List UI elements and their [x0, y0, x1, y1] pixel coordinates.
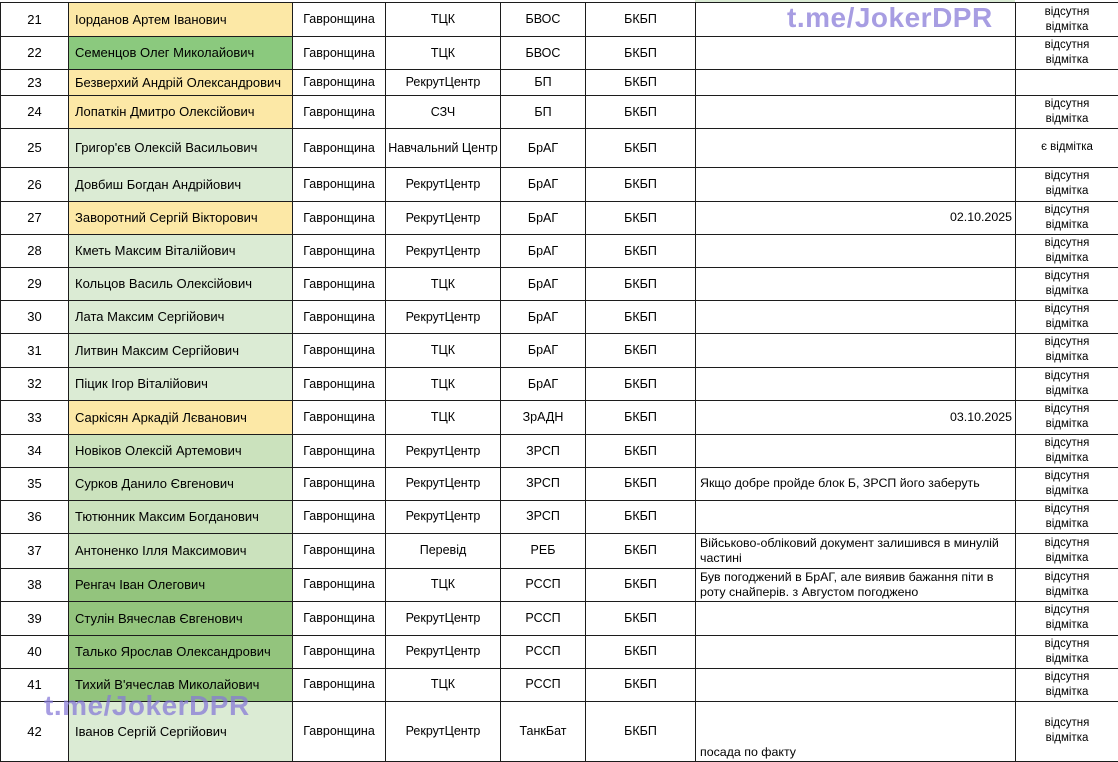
cell-unit[interactable]: БрАГ [501, 167, 586, 201]
cell-name[interactable]: Талько Ярослав Олександрович [69, 635, 293, 668]
cell-mark[interactable]: відсутня відмітка [1016, 167, 1118, 201]
cell-comment[interactable] [696, 95, 1016, 128]
cell-source[interactable]: РекрутЦентр [386, 701, 501, 761]
cell-row-number[interactable]: 28 [1, 234, 69, 267]
cell-unit[interactable]: ТанкБат [501, 701, 586, 761]
table-row [1, 500, 1118, 533]
cell-unit[interactable]: РССП [501, 668, 586, 701]
cell-block[interactable]: БКБП [586, 201, 696, 234]
cell-source[interactable]: РекрутЦентр [386, 69, 501, 95]
cell-name[interactable]: Антоненко Ілля Максимович [69, 533, 293, 568]
comment-text: Якщо добре пройде блок Б, ЗРСП його заберуть [700, 476, 980, 491]
watermark-bottom: t.me/JokerDPR [44, 690, 250, 722]
cell-block[interactable]: БКБП [586, 69, 696, 95]
cell-mark[interactable]: відсутня відмітка [1016, 300, 1118, 333]
cell-settlement[interactable]: Гавронщина [293, 128, 386, 167]
cell-source[interactable]: РекрутЦентр [386, 601, 501, 635]
cell-name[interactable]: Сурков Данило Євгенович [69, 467, 293, 500]
cell-unit[interactable]: БрАГ [501, 234, 586, 267]
cell-block[interactable]: БКБП [586, 3, 696, 37]
table-row [1, 400, 1118, 434]
cell-mark[interactable]: відсутня відмітка [1016, 201, 1118, 234]
cell-block[interactable]: БКБП [586, 601, 696, 635]
cell-row-number[interactable]: 29 [1, 267, 69, 300]
cell-source[interactable]: СЗЧ [386, 95, 501, 128]
table-row [1, 367, 1118, 400]
cell-source[interactable]: Навчальний Центр [386, 128, 501, 167]
cell-block[interactable]: БКБП [586, 533, 696, 568]
cell-row-number[interactable]: 31 [1, 333, 69, 367]
cell-comment[interactable] [696, 128, 1016, 167]
cell-name[interactable]: Лопаткін Дмитро Олексійович [69, 95, 293, 128]
cell-name[interactable]: Тютюнник Максим Богданович [69, 500, 293, 533]
cell-source[interactable]: РекрутЦентр [386, 635, 501, 668]
cell-block[interactable]: БКБП [586, 434, 696, 467]
cell-name[interactable]: Семенцов Олег Миколайович [69, 37, 293, 70]
table-row [1, 568, 1118, 601]
cell-settlement[interactable]: Гавронщина [293, 668, 386, 701]
cell-block[interactable]: БКБП [586, 234, 696, 267]
cell-row-number[interactable]: 41 [1, 668, 69, 701]
table-row [1, 267, 1118, 300]
cell-mark[interactable]: є відмітка [1016, 128, 1118, 167]
table-row [1, 467, 1118, 500]
cell-source[interactable]: ТЦК [386, 37, 501, 70]
comment-text: посада по факту [700, 745, 796, 760]
cell-row-number[interactable]: 42 [1, 701, 69, 761]
cell-comment[interactable] [696, 333, 1016, 367]
cell-block[interactable]: БКБП [586, 568, 696, 601]
cell-name[interactable]: Литвин Максим Сергійович [69, 333, 293, 367]
date-text: 02.10.2025 [950, 210, 1012, 225]
watermark-top: t.me/JokerDPR [787, 2, 993, 34]
cell-settlement[interactable]: Гавронщина [293, 300, 386, 333]
cell-row-number[interactable]: 39 [1, 601, 69, 635]
cell-unit[interactable]: БП [501, 95, 586, 128]
cell-comment[interactable] [696, 300, 1016, 333]
cell-block[interactable]: БКБП [586, 701, 696, 761]
table-row [1, 701, 1118, 761]
cell-name[interactable]: Заворотний Сергій Вікторович [69, 201, 293, 234]
cell-name[interactable]: Стулін Вячеслав Євгенович [69, 601, 293, 635]
cell-row-number[interactable]: 21 [1, 3, 69, 37]
table-row [1, 234, 1118, 267]
cell-settlement[interactable]: Гавронщина [293, 635, 386, 668]
cell-settlement[interactable]: Гавронщина [293, 3, 386, 37]
cell-name[interactable]: Іванов Сергій Сергійович [69, 701, 293, 761]
cell-name[interactable]: Новіков Олексій Артемович [69, 434, 293, 467]
cell-mark[interactable] [1016, 69, 1118, 95]
table-row [1, 533, 1118, 568]
table-row [1, 128, 1118, 167]
cell-source[interactable]: Перевід [386, 533, 501, 568]
cell-comment[interactable] [696, 37, 1016, 70]
cell-unit[interactable]: БрАГ [501, 267, 586, 300]
cell-name[interactable]: Іорданов Артем Іванович [69, 3, 293, 37]
cell-comment[interactable] [696, 400, 1016, 434]
cell-source[interactable]: ТЦК [386, 267, 501, 300]
cell-unit[interactable]: ЗРСП [501, 467, 586, 500]
personnel-table [0, 2, 1118, 762]
cell-source[interactable]: ТЦК [386, 568, 501, 601]
cell-row-number[interactable]: 32 [1, 367, 69, 400]
table-row [1, 69, 1118, 95]
cell-source[interactable]: РекрутЦентр [386, 300, 501, 333]
table-row [1, 601, 1118, 635]
cell-unit[interactable]: БрАГ [501, 201, 586, 234]
cell-name[interactable]: Ренгач Іван Олегович [69, 568, 293, 601]
cell-settlement[interactable]: Гавронщина [293, 467, 386, 500]
cell-comment[interactable] [696, 434, 1016, 467]
cell-settlement[interactable]: Гавронщина [293, 234, 386, 267]
cell-comment[interactable] [696, 601, 1016, 635]
cell-unit[interactable]: РССП [501, 635, 586, 668]
cell-name[interactable]: Григор'єв Олексій Васильович [69, 128, 293, 167]
cell-mark[interactable]: відсутня відмітка [1016, 234, 1118, 267]
cell-mark[interactable]: відсутня відмітка [1016, 568, 1118, 601]
cell-mark[interactable]: відсутня відмітка [1016, 500, 1118, 533]
cell-settlement[interactable]: Гавронщина [293, 400, 386, 434]
cell-comment[interactable] [696, 267, 1016, 300]
cell-mark[interactable]: відсутня відмітка [1016, 333, 1118, 367]
cell-block[interactable]: БКБП [586, 37, 696, 70]
cell-settlement[interactable]: Гавронщина [293, 37, 386, 70]
cell-row-number[interactable]: 33 [1, 400, 69, 434]
cell-block[interactable]: БКБП [586, 467, 696, 500]
cell-name[interactable]: Безверхий Андрій Олександрович [69, 69, 293, 95]
cell-unit[interactable]: БрАГ [501, 367, 586, 400]
cell-name[interactable]: Саркісян Аркадій Лєванович [69, 400, 293, 434]
table-row [1, 333, 1118, 367]
cell-block[interactable]: БКБП [586, 128, 696, 167]
table-row [1, 3, 1118, 37]
cell-settlement[interactable]: Гавронщина [293, 367, 386, 400]
cell-mark[interactable]: відсутня відмітка [1016, 601, 1118, 635]
cell-source[interactable]: ТЦК [386, 400, 501, 434]
date-text: 03.10.2025 [950, 410, 1012, 425]
cell-comment[interactable] [696, 701, 1016, 761]
comment-text: Був погоджений в БрАГ, але виявив бажання піти в роту снайперів. з Августом погоджено [700, 570, 1012, 600]
cell-mark[interactable]: відсутня відмітка [1016, 37, 1118, 70]
cell-block[interactable]: БКБП [586, 95, 696, 128]
cell-mark[interactable]: відсутня відмітка [1016, 668, 1118, 701]
cell-row-number[interactable]: 27 [1, 201, 69, 234]
cell-source[interactable]: РекрутЦентр [386, 467, 501, 500]
cell-mark[interactable]: відсутня відмітка [1016, 434, 1118, 467]
cell-block[interactable]: БКБП [586, 668, 696, 701]
cell-row-number[interactable]: 26 [1, 167, 69, 201]
cell-unit[interactable]: БрАГ [501, 300, 586, 333]
cell-settlement[interactable]: Гавронщина [293, 568, 386, 601]
cell-name[interactable]: Тихий В'ячеслав Миколайович [69, 668, 293, 701]
cell-settlement[interactable]: Гавронщина [293, 267, 386, 300]
cell-name[interactable]: Кольцов Василь Олексійович [69, 267, 293, 300]
cell-settlement[interactable]: Гавронщина [293, 601, 386, 635]
cell-comment[interactable] [696, 69, 1016, 95]
cell-unit[interactable]: БП [501, 69, 586, 95]
cell-row-number[interactable]: 38 [1, 568, 69, 601]
cell-comment[interactable] [696, 668, 1016, 701]
cell-block[interactable]: БКБП [586, 500, 696, 533]
cell-comment[interactable] [696, 533, 1016, 568]
cell-mark[interactable]: відсутня відмітка [1016, 701, 1118, 761]
cell-source[interactable]: РекрутЦентр [386, 500, 501, 533]
cell-source[interactable]: ТЦК [386, 3, 501, 37]
cell-row-number[interactable]: 23 [1, 69, 69, 95]
table-row [1, 434, 1118, 467]
cell-source[interactable]: РекрутЦентр [386, 434, 501, 467]
cell-unit[interactable]: РССП [501, 601, 586, 635]
cell-mark[interactable]: відсутня відмітка [1016, 367, 1118, 400]
cell-name[interactable]: Піцик Ігор Віталійович [69, 367, 293, 400]
cell-name[interactable]: Довбиш Богдан Андрійович [69, 167, 293, 201]
cell-block[interactable]: БКБП [586, 400, 696, 434]
cell-mark[interactable]: відсутня відмітка [1016, 3, 1118, 37]
cell-mark[interactable]: відсутня відмітка [1016, 467, 1118, 500]
cell-block[interactable]: БКБП [586, 367, 696, 400]
cell-settlement[interactable]: Гавронщина [293, 201, 386, 234]
cell-mark[interactable]: відсутня відмітка [1016, 95, 1118, 128]
cell-settlement[interactable]: Гавронщина [293, 69, 386, 95]
cell-block[interactable]: БКБП [586, 267, 696, 300]
table-body [1, 3, 1118, 762]
cell-unit[interactable]: ЗрАДН [501, 400, 586, 434]
cell-row-number[interactable]: 34 [1, 434, 69, 467]
table-row [1, 668, 1118, 701]
table-row [1, 37, 1118, 70]
cell-name[interactable]: Лата Максим Сергійович [69, 300, 293, 333]
cell-unit[interactable]: БрАГ [501, 128, 586, 167]
cell-source[interactable]: ТЦК [386, 367, 501, 400]
cell-settlement[interactable]: Гавронщина [293, 533, 386, 568]
cell-block[interactable]: БКБП [586, 635, 696, 668]
cell-row-number[interactable]: 40 [1, 635, 69, 668]
cell-row-number[interactable]: 36 [1, 500, 69, 533]
cell-block[interactable]: БКБП [586, 167, 696, 201]
cell-mark[interactable]: відсутня відмітка [1016, 635, 1118, 668]
cell-row-number[interactable]: 37 [1, 533, 69, 568]
cell-unit[interactable]: БВОС [501, 37, 586, 70]
cell-source[interactable]: РекрутЦентр [386, 167, 501, 201]
cell-mark[interactable]: відсутня відмітка [1016, 267, 1118, 300]
table-row [1, 167, 1118, 201]
cell-source[interactable]: РекрутЦентр [386, 234, 501, 267]
cell-comment[interactable] [696, 568, 1016, 601]
cell-unit[interactable]: БВОС [501, 3, 586, 37]
cell-comment[interactable] [696, 467, 1016, 500]
cell-unit[interactable]: ЗРСП [501, 434, 586, 467]
cell-mark[interactable]: відсутня відмітка [1016, 400, 1118, 434]
cell-unit[interactable]: БрАГ [501, 333, 586, 367]
table-row [1, 95, 1118, 128]
cell-settlement[interactable]: Гавронщина [293, 701, 386, 761]
cell-unit[interactable]: РССП [501, 568, 586, 601]
cell-comment[interactable] [696, 635, 1016, 668]
cell-settlement[interactable]: Гавронщина [293, 333, 386, 367]
cell-row-number[interactable]: 35 [1, 467, 69, 500]
cell-source[interactable]: ТЦК [386, 668, 501, 701]
cell-settlement[interactable]: Гавронщина [293, 500, 386, 533]
cell-settlement[interactable]: Гавронщина [293, 167, 386, 201]
cell-source[interactable]: РекрутЦентр [386, 201, 501, 234]
comment-text: Військово-обліковий документ залишився в минулій частині [700, 536, 1012, 566]
cell-comment[interactable] [696, 167, 1016, 201]
cell-unit[interactable]: РЕБ [501, 533, 586, 568]
cell-mark[interactable]: відсутня відмітка [1016, 533, 1118, 568]
cell-unit[interactable]: ЗРСП [501, 500, 586, 533]
cell-comment[interactable] [696, 234, 1016, 267]
cell-settlement[interactable]: Гавронщина [293, 95, 386, 128]
cell-block[interactable]: БКБП [586, 333, 696, 367]
cell-comment[interactable] [696, 500, 1016, 533]
cell-row-number[interactable]: 22 [1, 37, 69, 70]
cell-settlement[interactable]: Гавронщина [293, 434, 386, 467]
cell-comment[interactable] [696, 201, 1016, 234]
cell-name[interactable]: Кметь Максим Віталійович [69, 234, 293, 267]
table-row [1, 300, 1118, 333]
cell-source[interactable]: ТЦК [386, 333, 501, 367]
cell-row-number[interactable]: 25 [1, 128, 69, 167]
cell-comment[interactable] [696, 3, 1016, 37]
table-row [1, 201, 1118, 234]
cell-row-number[interactable]: 30 [1, 300, 69, 333]
cell-block[interactable]: БКБП [586, 300, 696, 333]
cell-comment[interactable] [696, 367, 1016, 400]
cell-row-number[interactable]: 24 [1, 95, 69, 128]
table-row [1, 635, 1118, 668]
